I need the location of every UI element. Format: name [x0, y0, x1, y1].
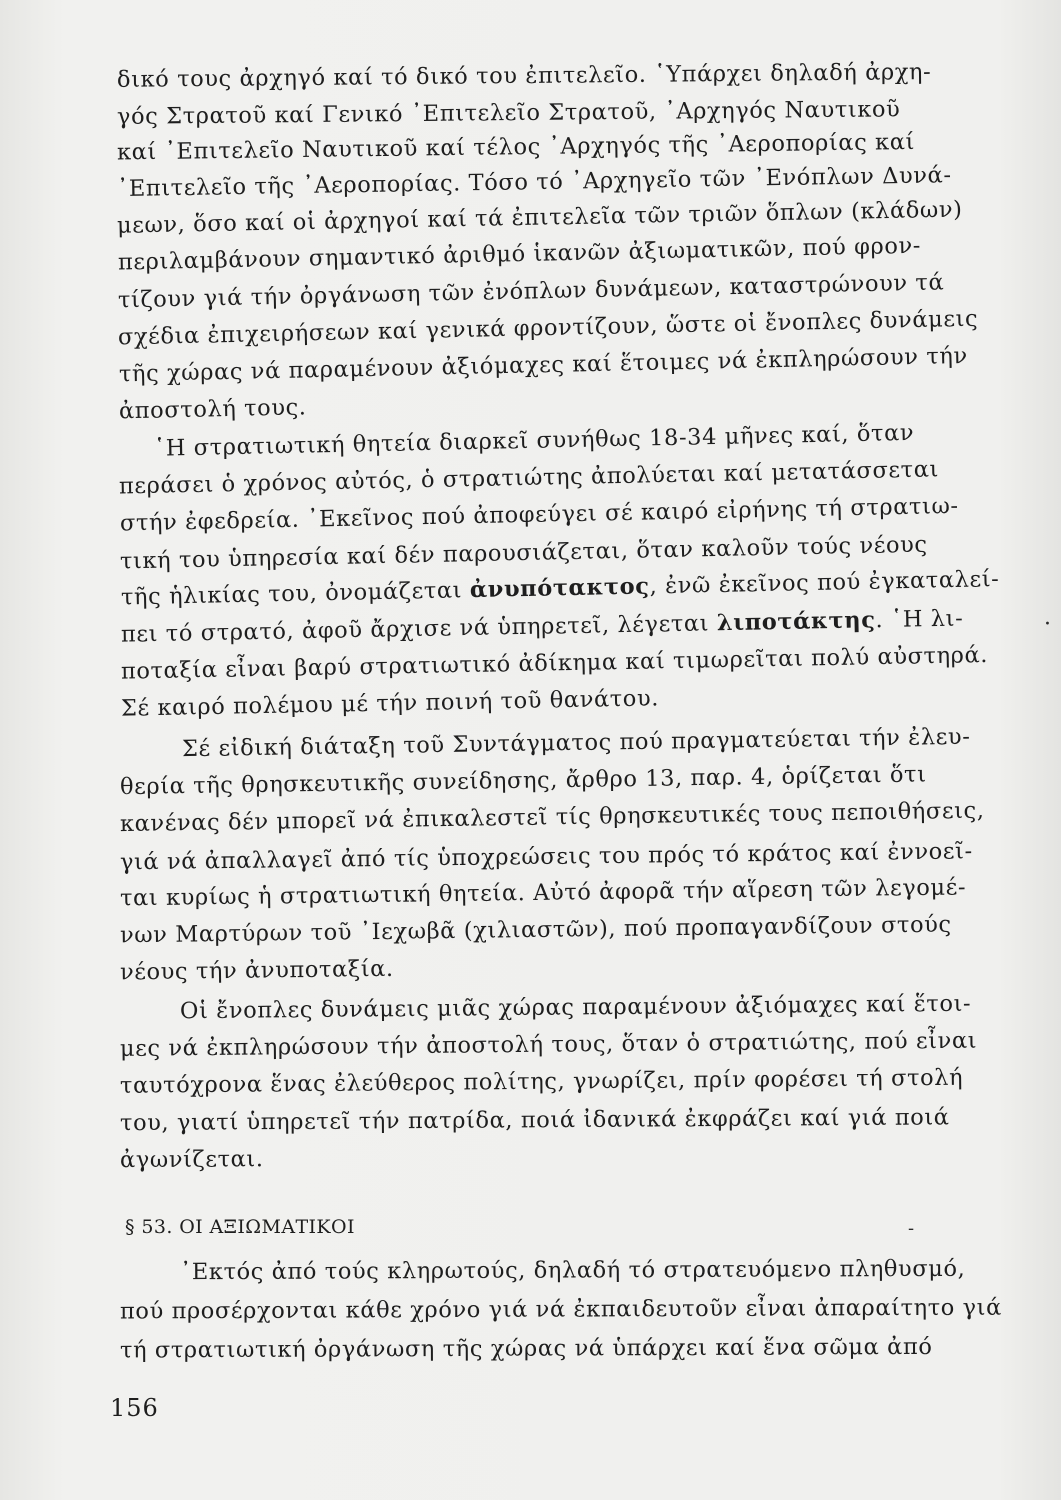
margin-mark: -: [908, 1218, 915, 1239]
text-line: γός Στρατοῦ καί Γενικό ᾿Επιτελεῖο Στρατοῦ, ᾿Αρχηγός Ναυτικοῦ: [116, 96, 901, 130]
term-draft-evader: ἀνυπότακτος: [469, 573, 650, 604]
text-line: περάσει ὁ χρόνος αὐτός, ὁ στρατιώτης ἀπολύεται καί μετατάσσεται: [118, 456, 940, 500]
text-line: Σέ εἰδική διάταξη τοῦ Συντάγματος πού πραγματεύεται τήν ἐλευ-: [181, 723, 971, 763]
text-line: τῆς χώρας νά παραμένουν ἀξιόμαχες καί ἕτοιμες νά ἐκπληρώσουν τήν: [118, 342, 968, 388]
text-line: ται κυρίως ἡ στρατιωτική θητεία. Αὐτό ἀφορᾶ τήν αἵρεση τῶν λεγομέ-: [119, 874, 967, 912]
text-line: ἀγωνίζεται.: [119, 1146, 264, 1174]
page-number: 156: [110, 1394, 159, 1422]
text-line: θερία τῆς θρησκευτικῆς συνείδησης, ἄρθρο 13, παρ. 4, ὁρίζεται ὅτι: [119, 761, 927, 801]
text-line: καί ᾿Επιτελεῖο Ναυτικοῦ καί τέλος ᾿Αρχηγός τῆς ᾿Αεροπορίας καί: [116, 129, 916, 166]
text-line: του, γιατί ὑπηρετεῖ τήν πατρίδα, ποιά ἰδανικά ἐκφράζει καί γιά ποιά: [119, 1104, 950, 1137]
text-line: πού προσέρχονται κάθε χρόνο γιά νά ἐκπαιδευτοῦν εἶναι ἀπαραίτητο γιά: [119, 1294, 1002, 1325]
text-line: τική του ὑπηρεσία καί δέν παρουσιάζεται, ὅταν καλοῦν τούς νέους: [119, 531, 928, 575]
text-line: τή στρατιωτική ὀργάνωση τῆς χώρας νά ὑπάρχει καί ἕνα σῶμα ἀπό: [119, 1333, 933, 1364]
text-line: Σέ καιρό πολέμου μέ τήν ποινή τοῦ θανάτου.: [120, 685, 660, 722]
text-line: νων Μαρτύρων τοῦ ᾿Ιεχωβᾶ (χιλιαστῶν), πού προπαγανδίζουν στούς: [119, 911, 952, 949]
text-line: περιλαμβάνουν σημαντικό ἀριθμό ἱκανῶν ἀξιωματικῶν, πού φρον-: [117, 232, 922, 276]
text-run: . ῾Η λι-: [875, 605, 964, 634]
text-run: πει τό στρατό, ἀφοῦ ἄρχισε νά ὑπηρετεῖ, λέγεται: [120, 610, 718, 648]
text-line: ταυτόχρονα ἕνας ἐλεύθερος πολίτης, γνωρίζει, πρίν φορέσει τή στολή: [119, 1064, 964, 1099]
section-heading: § 53. ΟΙ ΑΞΙΩΜΑΤΙΚΟΙ: [125, 1216, 355, 1238]
text-line: νέους τήν ἀνυποταξία.: [119, 955, 394, 986]
text-line: Οἱ ἔνοπλες δυνάμεις μιᾶς χώρας παραμένουν ἀξιόμαχες καί ἕτοι-: [179, 990, 972, 1025]
text-run: , ἐνῶ ἐκεῖνος πού ἐγκαταλεί-: [649, 566, 1000, 600]
text-line: ᾿Εκτός ἀπό τούς κληρωτούς, δηλαδή τό στρατευόμενο πληθυσμό,: [179, 1255, 966, 1286]
term-deserter: λιποτάκτης: [716, 607, 876, 637]
margin-mark: ·: [1044, 612, 1051, 637]
text-line: μεων, ὅσο καί οἱ ἀρχηγοί καί τά ἐπιτελεῖα τῶν τριῶν ὅπλων (κλάδων): [116, 196, 963, 239]
text-line: μες νά ἐκπληρώσουν τήν ἀποστολή τους, ὅταν ὁ στρατιώτης, πού εἶναι: [119, 1027, 978, 1062]
text-line: γιά νά ἀπαλλαγεῖ ἀπό τίς ὑποχρεώσεις του πρός τό κράτος καί ἐννοεῖ-: [119, 838, 973, 876]
text-line: δικό τους ἀρχηγό καί τό δικό του ἐπιτελεῖο. ῾Υπάρχει δηλαδή ἀρχη-: [116, 59, 932, 93]
text-run: τῆς ἡλικίας του, ὀνομάζεται: [120, 577, 471, 611]
text-line: ποταξία εἶναι βαρύ στρατιωτικό ἀδίκημα καί τιμωρεῖται πολύ αὐστηρά.: [120, 642, 989, 685]
text-line: στήν ἐφεδρεία. ᾿Εκεῖνος πού ἀποφεύγει σέ καιρό εἰρήνης τή στρατιω-: [119, 492, 959, 537]
text-line: ᾿Επιτελεῖο τῆς ᾿Αεροπορίας. Τόσο τό ᾿Αρχηγεῖο τῶν ᾿Ενόπλων Δυνά-: [116, 162, 952, 203]
text-line: ἀποστολή τους.: [118, 394, 307, 425]
text-line: κανένας δέν μπορεῖ νά ἐπικαλεστεῖ τίς θρησκευτικές τους πεποιθήσεις,: [119, 797, 985, 838]
text-line: τίζουν γιά τήν ὀργάνωση τῶν ἐνόπλων δυνάμεων, καταστρώνουν τά: [117, 269, 945, 314]
text-line: σχέδια ἐπιχειρήσεων καί γενικά φροντίζουν, ὥστε οἱ ἔνοπλες δυνάμεις: [117, 305, 979, 351]
text-line: ῾Η στρατιωτική θητεία διαρκεῖ συνήθως 18-34 μῆνες καί, ὅταν: [153, 419, 915, 462]
